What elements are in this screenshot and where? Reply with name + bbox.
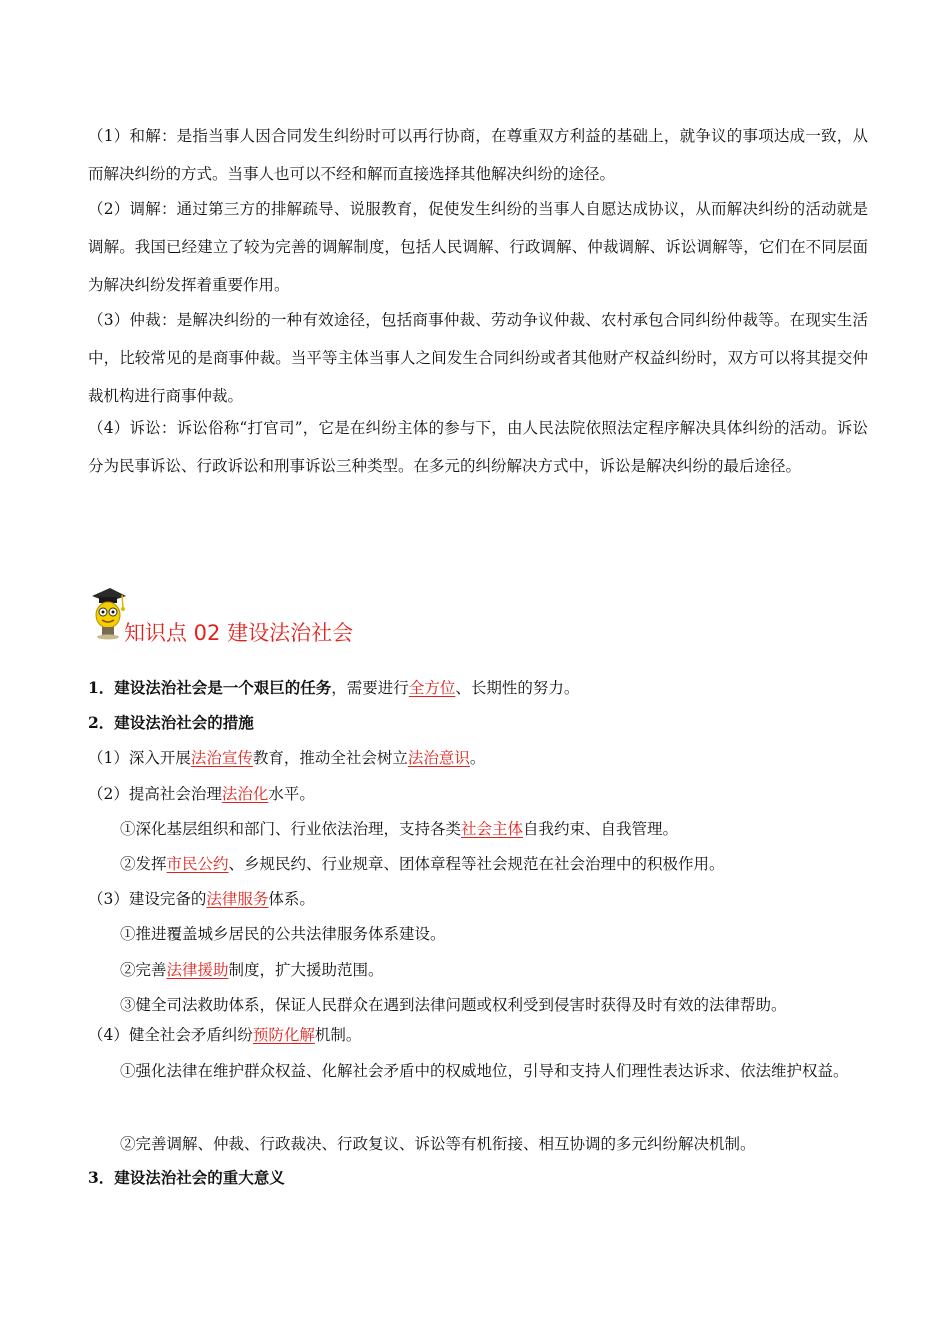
item-2-heading: 2．建设法治社会的措施 [88, 713, 254, 732]
measure-2 [88, 784, 315, 804]
measure-2-sub-1 [120, 819, 678, 839]
item-1-heading: 1．建设法治社会是一个艰巨的任务 [88, 678, 332, 697]
measure-2-text: （2）提高社会治理 [88, 785, 222, 803]
scholar-mascot-icon [88, 584, 128, 640]
measure-2-sub-2-text: ②发挥 [120, 855, 167, 873]
item-1 [88, 678, 579, 698]
keyword-legalization: 法治化 [221, 785, 269, 803]
keyword-rule-of-law-awareness: 法治意识 [407, 749, 470, 767]
measure-3 [88, 889, 315, 909]
measure-3-sub-2-text-end: 制度，扩大援助范围。 [228, 961, 384, 979]
paragraph-arbitration: （3）仲裁：是解决纠纷的一种有效途径，包括商事仲裁、劳动争议仲裁、农村承包合同纠纷仲裁等。在现实生活中，比较常见的是商事仲裁。当平等主体当事人之间发生合同纠纷或者其他财产权益纠纷时，双方可以将其提交仲裁机构进行商事仲裁。 [88, 311, 868, 405]
keyword-legal-aid: 法律援助 [166, 961, 229, 979]
measure-1 [88, 748, 485, 768]
measure-2-sub-1-text-end: 自我约束、自我管理。 [523, 820, 679, 838]
measure-4-sub-1: ①强化法律在维护群众权益、化解社会矛盾中的权威地位，引导和支持人们理性表达诉求、依法维护权益。 [120, 1062, 849, 1080]
measure-3-sub-1: ①推进覆盖城乡居民的公共法律服务体系建设。 [120, 925, 446, 943]
keyword-legal-publicity: 法治宣传 [190, 749, 253, 767]
paragraph-mediation: （2）调解：通过第三方的排解疏导、说服教育，促使发生纠纷的当事人自愿达成协议，从而解决纠纷的活动就是调解。我国已经建立了较为完善的调解制度，包括人民调解、行政调解、仲裁调解、诉讼调解等，它们在不同层面为解决纠纷发挥着重要作用。 [88, 200, 868, 294]
measure-2-sub-2-text-end: 、乡规民约、行业规章、团体章程等社会规范在社会治理中的积极作用。 [228, 855, 725, 873]
item-3-heading: 3．建设法治社会的重大意义 [88, 1168, 285, 1187]
measure-1-text-end: 。 [469, 749, 486, 767]
measure-2-sub-1-text: ①深化基层组织和部门、行业依法治理，支持各类 [120, 820, 462, 838]
keyword-prevention-resolution: 预防化解 [252, 1026, 315, 1044]
keyword-social-subjects: 社会主体 [461, 820, 524, 838]
measure-3-sub-2-text: ②完善 [120, 961, 167, 979]
measure-4-text: （4）健全社会矛盾纠纷 [88, 1026, 253, 1044]
measure-3-text: （3）建设完备的 [88, 890, 207, 908]
keyword-all-round: 全方位 [408, 679, 456, 697]
measure-2-sub-2 [120, 854, 725, 874]
measure-3-sub-2 [120, 960, 384, 980]
measure-1-text: （1）深入开展 [88, 749, 191, 767]
item-1-text-end: 、长期性的努力。 [455, 679, 580, 697]
keyword-citizen-conventions: 市民公约 [166, 855, 229, 873]
keyword-legal-services: 法律服务 [206, 890, 269, 908]
paragraph-litigation: （4）诉讼：诉讼俗称“打官司”，它是在纠纷主体的参与下，由人民法院依照法定程序解决具体纠纷的活动。诉讼分为民事诉讼、行政诉讼和刑事诉讼三种类型。在多元的纠纷解决方式中，诉讼是解决纠纷的最后途径。 [88, 419, 868, 475]
measure-4-sub-2: ②完善调解、仲裁、行政裁决、行政复议、诉讼等有机衔接、相互协调的多元纠纷解决机制。 [120, 1135, 756, 1153]
measure-4-text-end: 机制。 [314, 1026, 362, 1044]
item-1-text: ，需要进行 [331, 679, 409, 697]
measure-4 [88, 1025, 361, 1045]
paragraph-reconciliation: （1）和解：是指当事人因合同发生纠纷时可以再行协商，在尊重双方利益的基础上，就争议的事项达成一致，从而解决纠纷的方式。当事人也可以不经和解而直接选择其他解决纠纷的途径。 [88, 127, 868, 183]
section-title: 知识点 02 建设法治社会 [124, 621, 354, 645]
measure-1-text-mid: 教育，推动全社会树立 [252, 749, 408, 767]
measure-3-sub-3: ③健全司法救助体系，保证人民群众在遇到法律问题或权利受到侵害时获得及时有效的法律帮助。 [120, 996, 787, 1014]
measure-2-text-end: 水平。 [268, 785, 315, 803]
measure-3-text-end: 体系。 [268, 890, 315, 908]
